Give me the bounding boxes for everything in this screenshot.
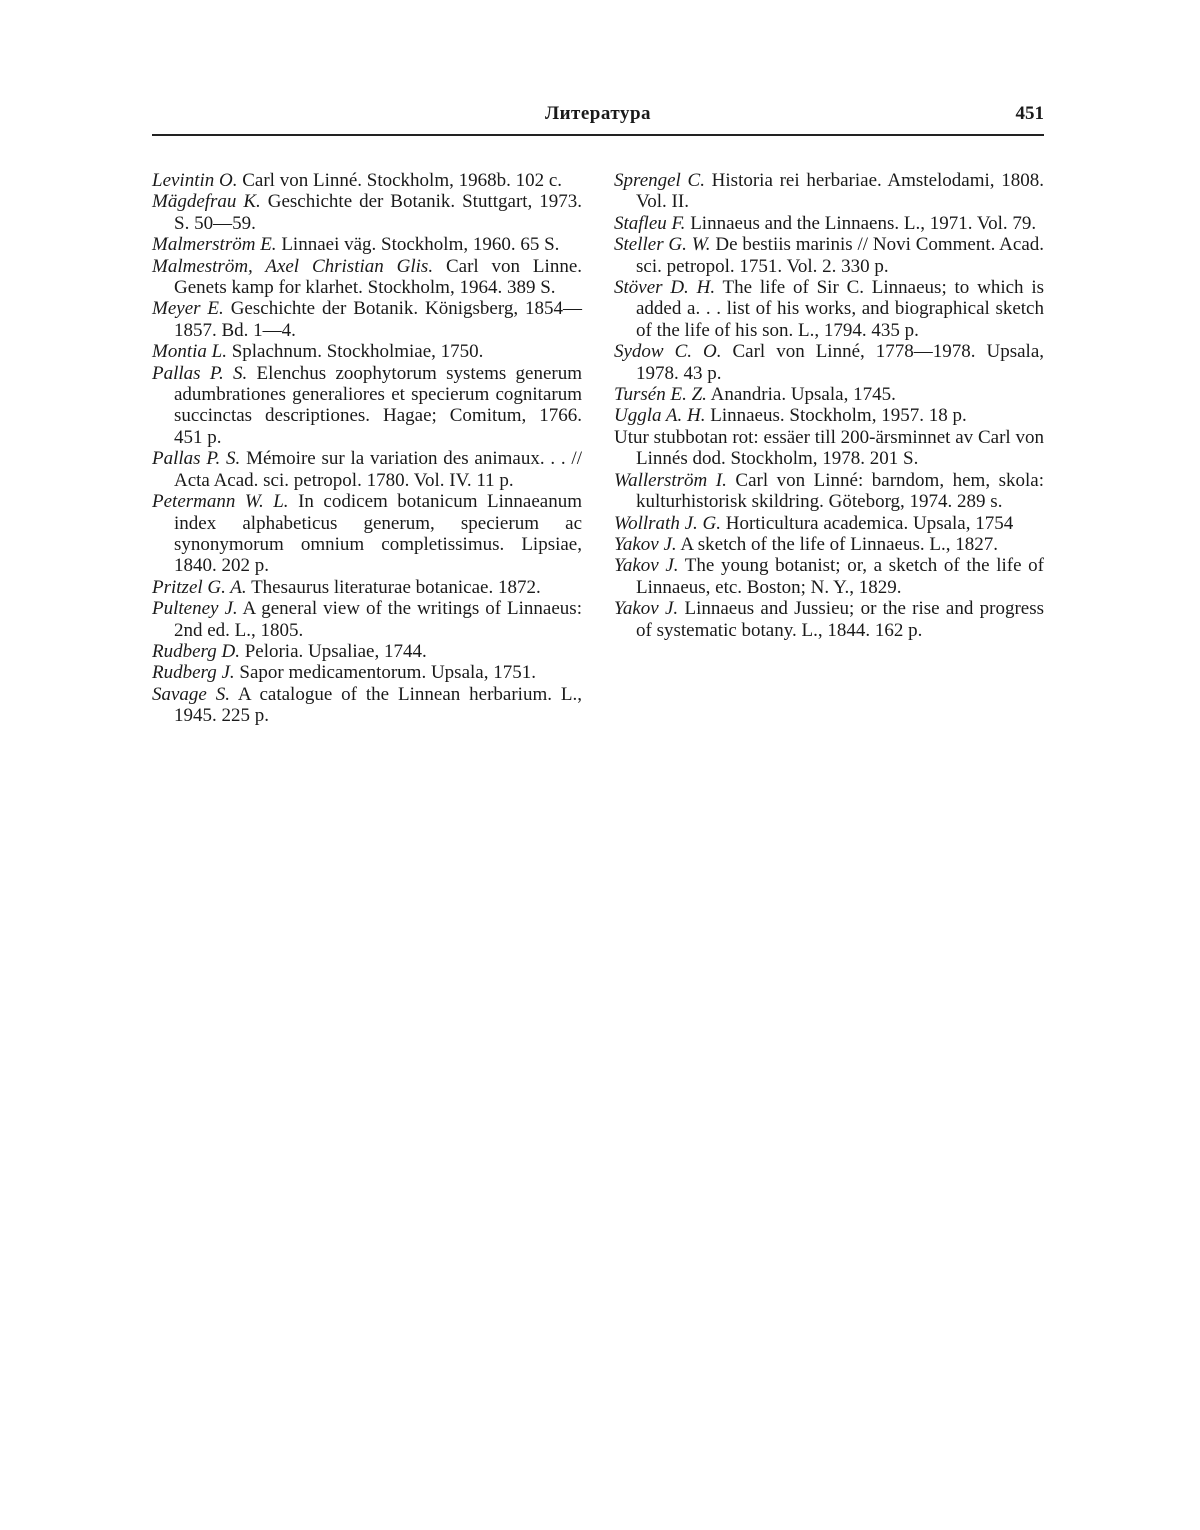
bibliography-entry xyxy=(152,363,582,449)
entry-author: Tursén E. Z. xyxy=(614,384,707,406)
bibliography-entry xyxy=(614,170,1044,213)
bibliography-entry xyxy=(152,234,582,255)
page-header xyxy=(152,103,1044,133)
entry-author: Uggla A. H. xyxy=(614,405,706,427)
entry-author: Malmerström E. xyxy=(152,234,277,256)
entry-text: Splachnum. Stockholmiae, 1750. xyxy=(226,341,484,363)
entry-text: Sapor medicamentorum. Upsala, 1751. xyxy=(234,662,536,684)
bibliography-entry xyxy=(152,491,582,577)
entry-text: Linnaeus. Stockholm, 1957. 18 p. xyxy=(705,405,967,427)
bibliography-entry xyxy=(152,641,582,662)
entry-author: Levintin O. xyxy=(152,170,238,191)
bibliography-entry xyxy=(152,298,582,341)
bibliography-entry xyxy=(614,384,1044,405)
entry-author: Pallas P. S. xyxy=(152,362,248,384)
entry-text: Elenchus zoophytorum systems generum adumbrationes generaliores et specierum cognitarum succinctas descriptiones. Hagae; Comitum, 1766. 451 p. xyxy=(174,362,583,448)
entry-author: Montia L. xyxy=(152,341,227,363)
entry-text: Linnaeus and Jussieu; or the rise and progress of systematic botany. L., 1844. 162 p. xyxy=(636,598,1044,641)
bibliography-entry xyxy=(152,341,582,362)
bibliography-entry xyxy=(152,448,582,491)
entry-text: Carl von Linné, 1778—1978. Upsala, 1978. 43 p. xyxy=(636,341,1045,384)
bibliography-column-right xyxy=(614,170,1044,641)
entry-text: Carl von Linné. Stockholm, 1968b. 102 c. xyxy=(237,170,563,191)
bibliography-entry xyxy=(614,598,1044,641)
bibliography-entry xyxy=(614,405,1044,426)
bibliography-entry xyxy=(152,662,582,683)
entry-text: Linnaeus and the Linnaens. L., 1971. Vol. 79. xyxy=(685,212,1037,234)
entry-text: Utur stubbotan rot: essäer till 200-ärsminnet av Carl von Linnés dod. Stockholm, 1978. 201 S. xyxy=(614,426,1044,470)
bibliography-entry xyxy=(614,534,1044,555)
bibliography-entry xyxy=(614,341,1044,384)
entry-author: Malmeström, Axel Christian Glis. xyxy=(152,255,434,277)
entry-author: Mägdefrau K. xyxy=(152,191,261,213)
entry-text: Geschichte der Botanik. Königsberg, 1854—1857. Bd. 1—4. xyxy=(174,298,582,341)
entry-text: The young botanist; or, a sketch of the life of Linnaeus, etc. Boston; N. Y., 1829. xyxy=(636,555,1044,598)
entry-author: Wollrath J. G. xyxy=(614,512,721,534)
entry-author: Pritzel G. A. xyxy=(152,576,247,598)
bibliography-entry xyxy=(614,513,1044,534)
entry-text: Historia rei herbariae. Amstelodami, 1808. Vol. II. xyxy=(636,170,1044,213)
entry-text: Geschichte der Botanik. Stuttgart, 1973. S. 50—59. xyxy=(174,191,582,234)
entry-text: Carl von Linne. Genets kamp for klarhet. Stockholm, 1964. 389 S. xyxy=(174,255,582,299)
entry-author: Stafleu F. xyxy=(614,212,686,234)
bibliography-entry xyxy=(614,277,1044,341)
entry-author: Sprengel C. xyxy=(614,170,705,191)
entry-author: Wallerström I. xyxy=(614,469,727,491)
entry-text: Carl von Linné: barndom, hem, skola: kulturhistorisk skildring. Göteborg, 1974. 289 s. xyxy=(636,469,1044,513)
entry-author: Petermann W. L. xyxy=(152,491,289,513)
bibliography-column-left xyxy=(152,170,582,727)
entry-author: Steller G. W. xyxy=(614,234,711,256)
bibliography-entry xyxy=(614,213,1044,234)
entry-author: Yakov J. xyxy=(614,555,679,577)
entry-text: Thesaurus literaturae botanicae. 1872. xyxy=(246,576,541,598)
page-title: Литература xyxy=(544,103,652,124)
bibliography-entry xyxy=(614,427,1044,470)
bibliography-entry xyxy=(152,598,582,641)
entry-author: Savage S. xyxy=(152,683,231,705)
entry-text: A sketch of the life of Linnaeus. L., 1827. xyxy=(676,533,998,555)
entry-author: Meyer E. xyxy=(152,298,224,320)
bibliography-entry xyxy=(614,234,1044,277)
entry-text: In codicem botanicum Linnaeanum index alphabeticus generum, specierum ac synonymorum omnium completissimus. Lipsiae, 1840. 202 p. xyxy=(174,491,582,577)
entry-author: Rudberg D. xyxy=(152,640,240,662)
entry-author: Yakov J. xyxy=(614,598,679,620)
bibliography-entry xyxy=(152,191,582,234)
entry-text: De bestiis marinis // Novi Comment. Acad. sci. petropol. 1751. Vol. 2. 330 p. xyxy=(636,234,1045,277)
bibliography-entry xyxy=(152,577,582,598)
page-number: 451 xyxy=(1015,103,1044,124)
bibliography-entry xyxy=(152,256,582,299)
entry-author: Sydow C. O. xyxy=(614,341,722,363)
bibliography-entry xyxy=(614,555,1044,598)
entry-text: A general view of the writings of Linnaeus: 2nd ed. L., 1805. xyxy=(174,598,582,641)
entry-text: Anandria. Upsala, 1745. xyxy=(706,384,896,406)
entry-text: The life of Sir C. Linnaeus; to which is added a. . . list of his works, and biographical sketch of the life of his son. L., 1794. 435 p. xyxy=(636,277,1044,341)
entry-text: Mémoire sur la variation des animaux. . . // Acta Acad. sci. petropol. 1780. Vol. IV. 11 p. xyxy=(174,448,582,491)
bibliography-entry xyxy=(614,470,1044,513)
entry-author: Rudberg J. xyxy=(152,662,235,684)
entry-author: Yakov J. xyxy=(614,533,677,555)
entry-author: Pulteney J. xyxy=(152,598,238,620)
entry-text: Horticultura academica. Upsala, 1754 xyxy=(720,512,1014,534)
bibliography-entry xyxy=(152,684,582,727)
entry-text: Linnaei väg. Stockholm, 1960. 65 S. xyxy=(276,234,560,256)
entry-text: A catalogue of the Linnean herbarium. L., 1945. 225 p. xyxy=(174,683,582,727)
header-rule xyxy=(152,134,1044,136)
entry-author: Pallas P. S. xyxy=(152,448,241,470)
bibliography-entry xyxy=(152,170,582,191)
entry-author: Stöver D. H. xyxy=(614,277,716,299)
entry-text: Peloria. Upsaliae, 1744. xyxy=(239,640,427,662)
